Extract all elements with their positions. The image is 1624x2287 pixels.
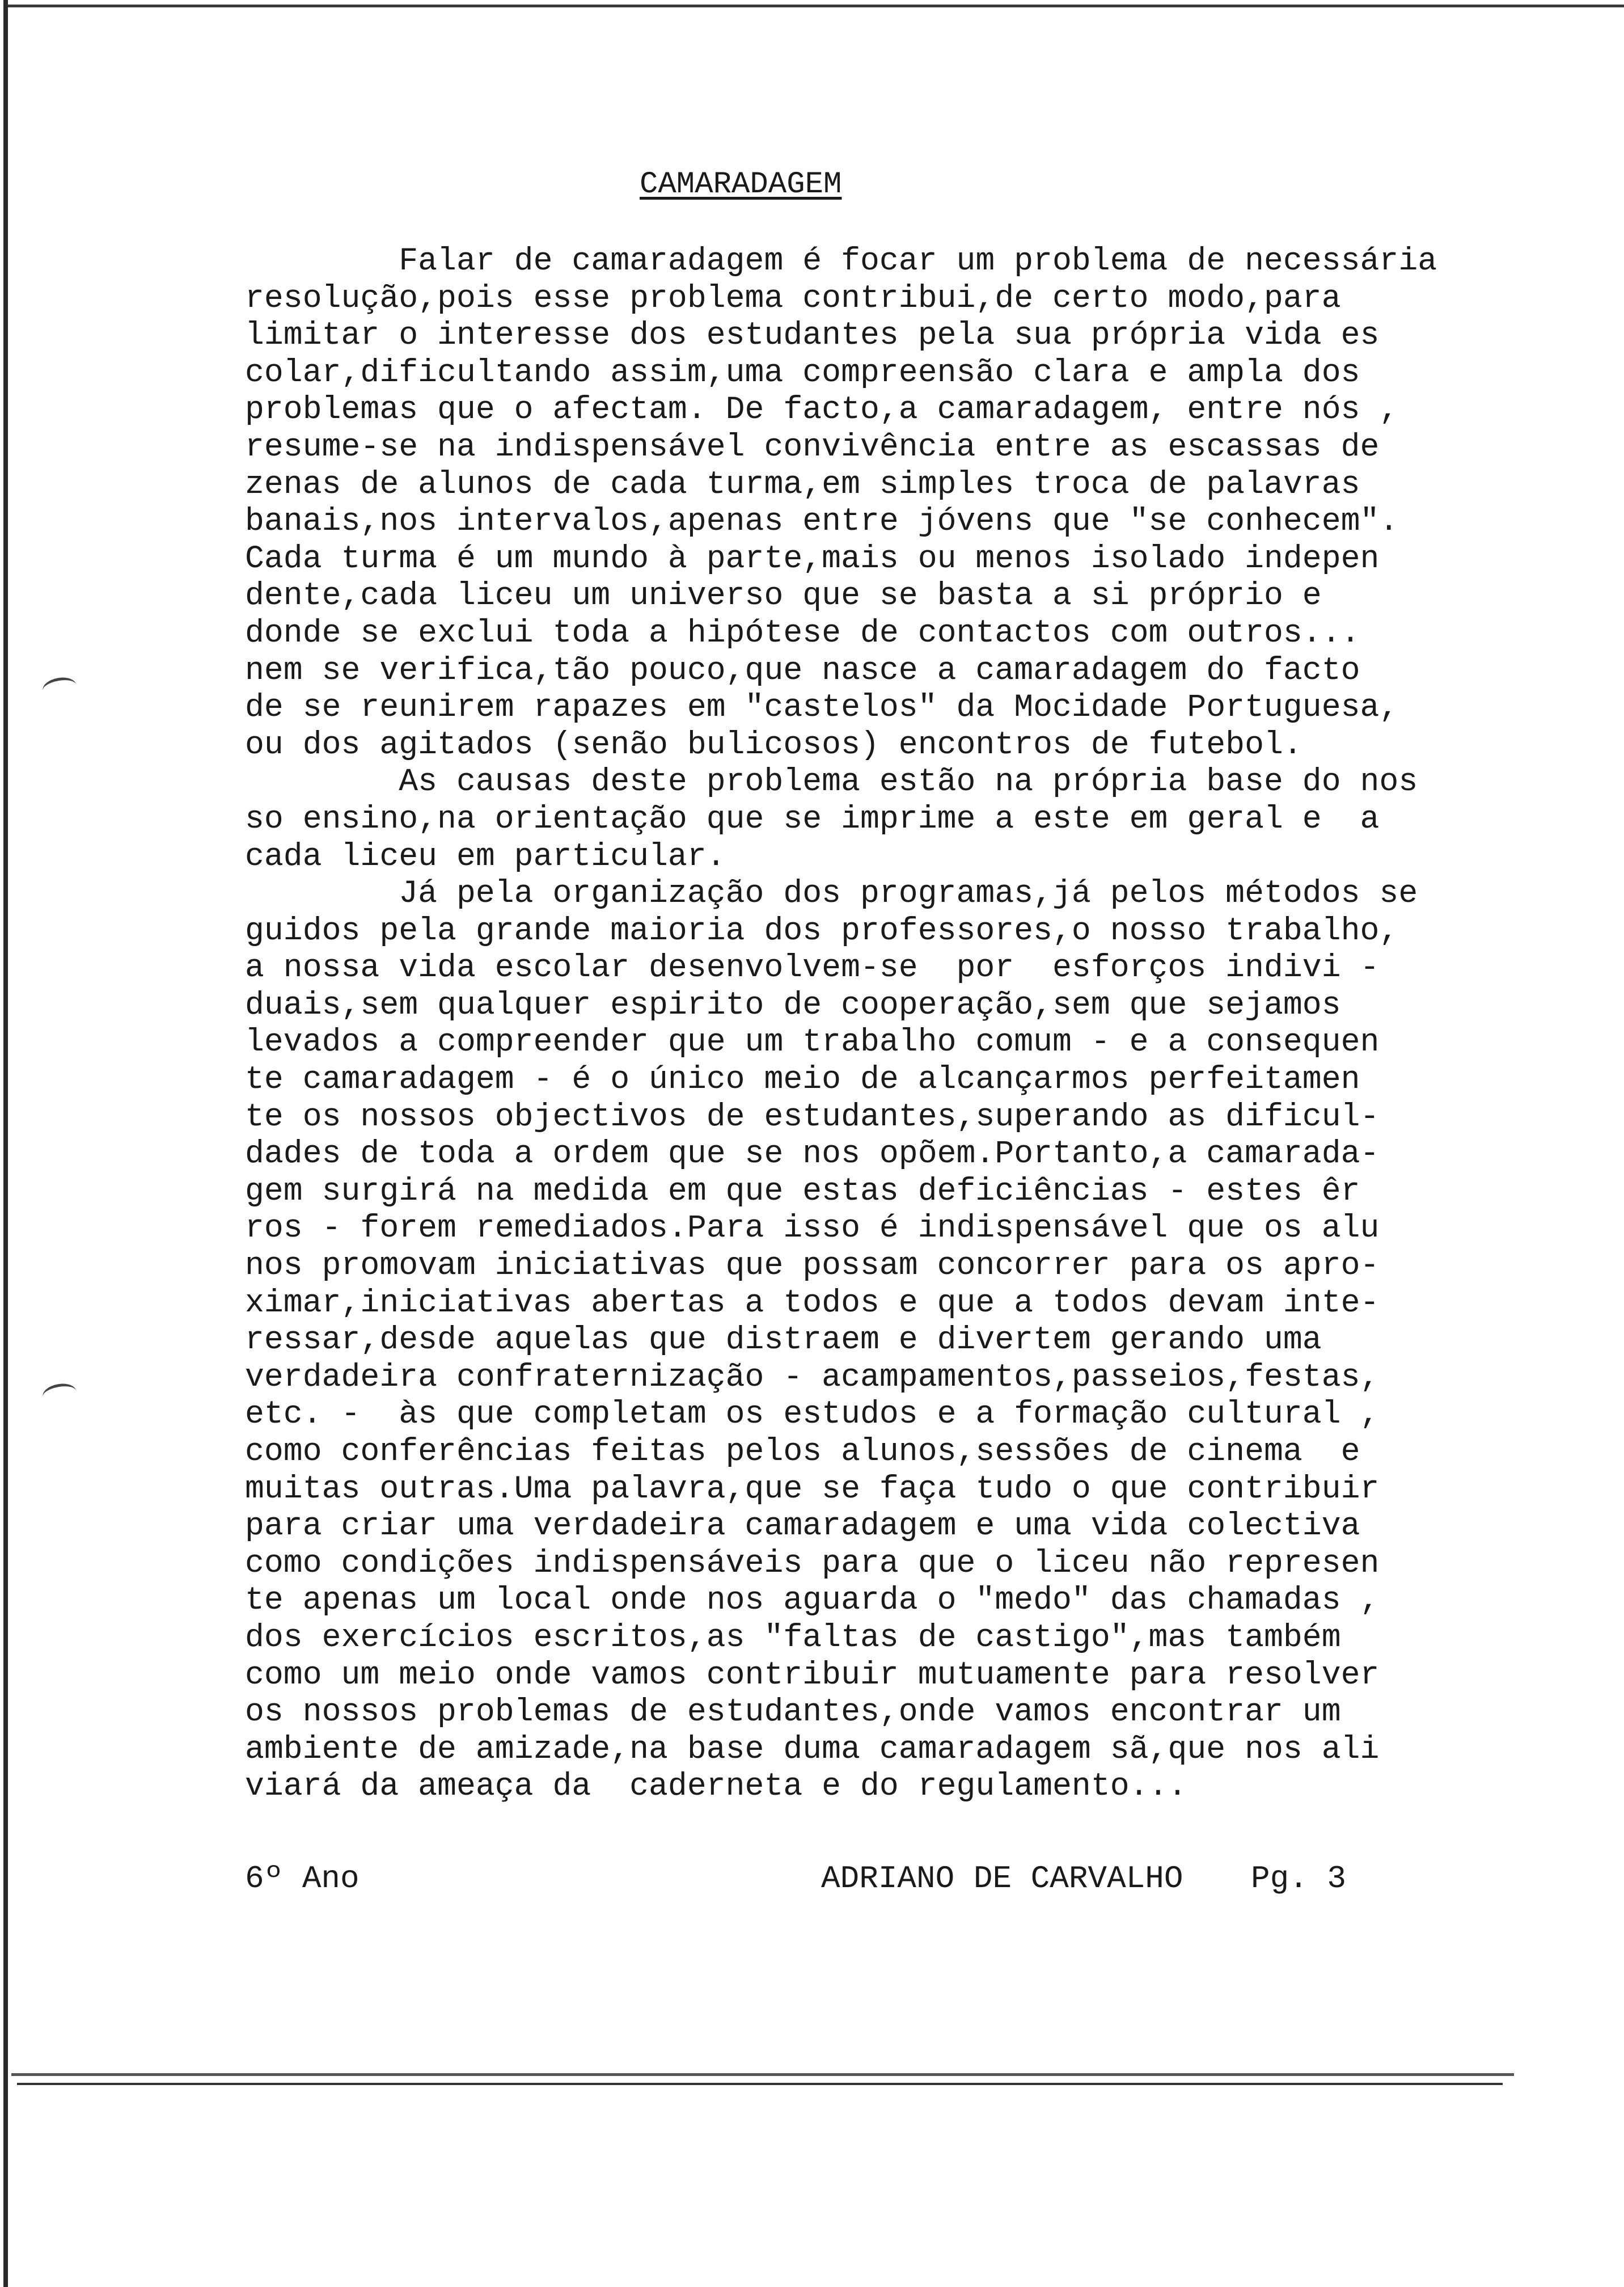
text-line: guidos pela grande maioria dos professores,o nosso trabalho, <box>245 912 1399 949</box>
text-line: te os nossos objectivos de estudantes,superando as dificul- <box>245 1098 1380 1135</box>
left-margin-rule <box>3 0 8 2287</box>
footer-year: 6º Ano <box>245 1860 360 1897</box>
text-line: como condições indispensáveis para que o liceu não represen <box>245 1545 1380 1581</box>
text-line: dades de toda a ordem que se nos opõem.Portanto,a camarada- <box>245 1136 1380 1172</box>
text-line: ressar,desde aquelas que distraem e divertem gerando uma <box>245 1322 1322 1358</box>
page-title: CAMARADAGEM <box>640 167 842 202</box>
text-line: problemas que o afectam. De facto,a camaradagem, entre nós , <box>245 391 1399 428</box>
text-line: duais,sem qualquer espirito de cooperação,sem que sejamos <box>245 986 1341 1023</box>
text-line: so ensino,na orientação que se imprime a este em geral e a <box>245 800 1380 837</box>
text-line: As causas deste problema estão na própria base do nos <box>245 763 1418 800</box>
footer-page-number: Pg. 3 <box>1251 1860 1347 1897</box>
bottom-rule-2 <box>17 2083 1503 2085</box>
text-line: cada liceu em particular. <box>245 838 726 875</box>
text-line: levados a compreender que um trabalho comum - e a consequen <box>245 1024 1380 1061</box>
text-line: te apenas um local onde nos aguarda o "medo" das chamadas , <box>245 1582 1380 1619</box>
text-line: verdadeira confraternização - acampamentos,passeios,festas, <box>245 1358 1380 1395</box>
text-line: para criar uma verdadeira camaradagem e uma vida colectiva <box>245 1508 1360 1545</box>
text-line: ximar,iniciativas abertas a todos e que a todos devam inte- <box>245 1284 1380 1321</box>
body-text <box>245 243 1437 1805</box>
text-line: resolução,pois esse problema contribui,de certo modo,para <box>245 280 1341 317</box>
text-line: zenas de alunos de cada turma,em simples troca de palavras <box>245 466 1360 503</box>
text-line: colar,dificultando assim,uma compreensão clara e ampla dos <box>245 354 1360 391</box>
text-line: Falar de camaradagem é focar um problema de necessária <box>245 243 1437 279</box>
text-line: resume-se na indispensável convivência entre as escassas de <box>245 428 1380 465</box>
text-line: gem surgirá na medida em que estas deficiências - estes êr <box>245 1172 1360 1209</box>
text-line: nos promovam iniciativas que possam concorrer para os apro- <box>245 1247 1380 1284</box>
text-line: ambiente de amizade,na base duma camaradagem sã,que nos ali <box>245 1731 1380 1767</box>
text-line: como conferências feitas pelos alunos,sessões de cinema e <box>245 1433 1360 1470</box>
text-line: etc. - às que completam os estudos e a formação cultural , <box>245 1396 1380 1433</box>
text-line: a nossa vida escolar desenvolvem-se por esforços indivi - <box>245 950 1380 986</box>
text-line: ros - forem remediados.Para isso é indispensável que os alu <box>245 1210 1380 1247</box>
text-line: como um meio onde vamos contribuir mutuamente para resolver <box>245 1656 1380 1693</box>
text-line: os nossos problemas de estudantes,onde vamos encontrar um <box>245 1694 1341 1731</box>
text-line: ou dos agitados (senão bulicosos) encontros de futebol. <box>245 726 1302 763</box>
text-line: Já pela organização dos programas,já pelos métodos se <box>245 875 1418 912</box>
punch-hole-mark <box>41 675 78 701</box>
text-line: te camaradagem - é o único meio de alcançarmos perfeitamen <box>245 1061 1360 1098</box>
footer-author: ADRIANO DE CARVALHO <box>821 1860 1183 1897</box>
text-line: de se reunirem rapazes em "castelos" da Mocidade Portuguesa, <box>245 689 1399 726</box>
text-line: viará da ameaça da caderneta e do regulamento... <box>245 1768 1187 1805</box>
text-line: nem se verifica,tão pouco,que nasce a camaradagem do facto <box>245 652 1360 689</box>
text-line: limitar o interesse dos estudantes pela sua própria vida es <box>245 317 1380 354</box>
punch-hole-mark <box>41 1381 78 1407</box>
text-line: dos exercícios escritos,as "faltas de castigo",mas também <box>245 1619 1341 1656</box>
top-margin-rule <box>8 5 1624 7</box>
text-line: Cada turma é um mundo à parte,mais ou menos isolado indepen <box>245 540 1380 577</box>
text-line: banais,nos intervalos,apenas entre jóvens que "se conhecem". <box>245 503 1399 540</box>
text-line: muitas outras.Uma palavra,que se faça tudo o que contribuir <box>245 1470 1380 1507</box>
text-line: donde se exclui toda a hipótese de contactos com outros... <box>245 614 1360 651</box>
bottom-rule <box>11 2073 1514 2076</box>
text-line: dente,cada liceu um universo que se basta a si próprio e <box>245 577 1322 614</box>
